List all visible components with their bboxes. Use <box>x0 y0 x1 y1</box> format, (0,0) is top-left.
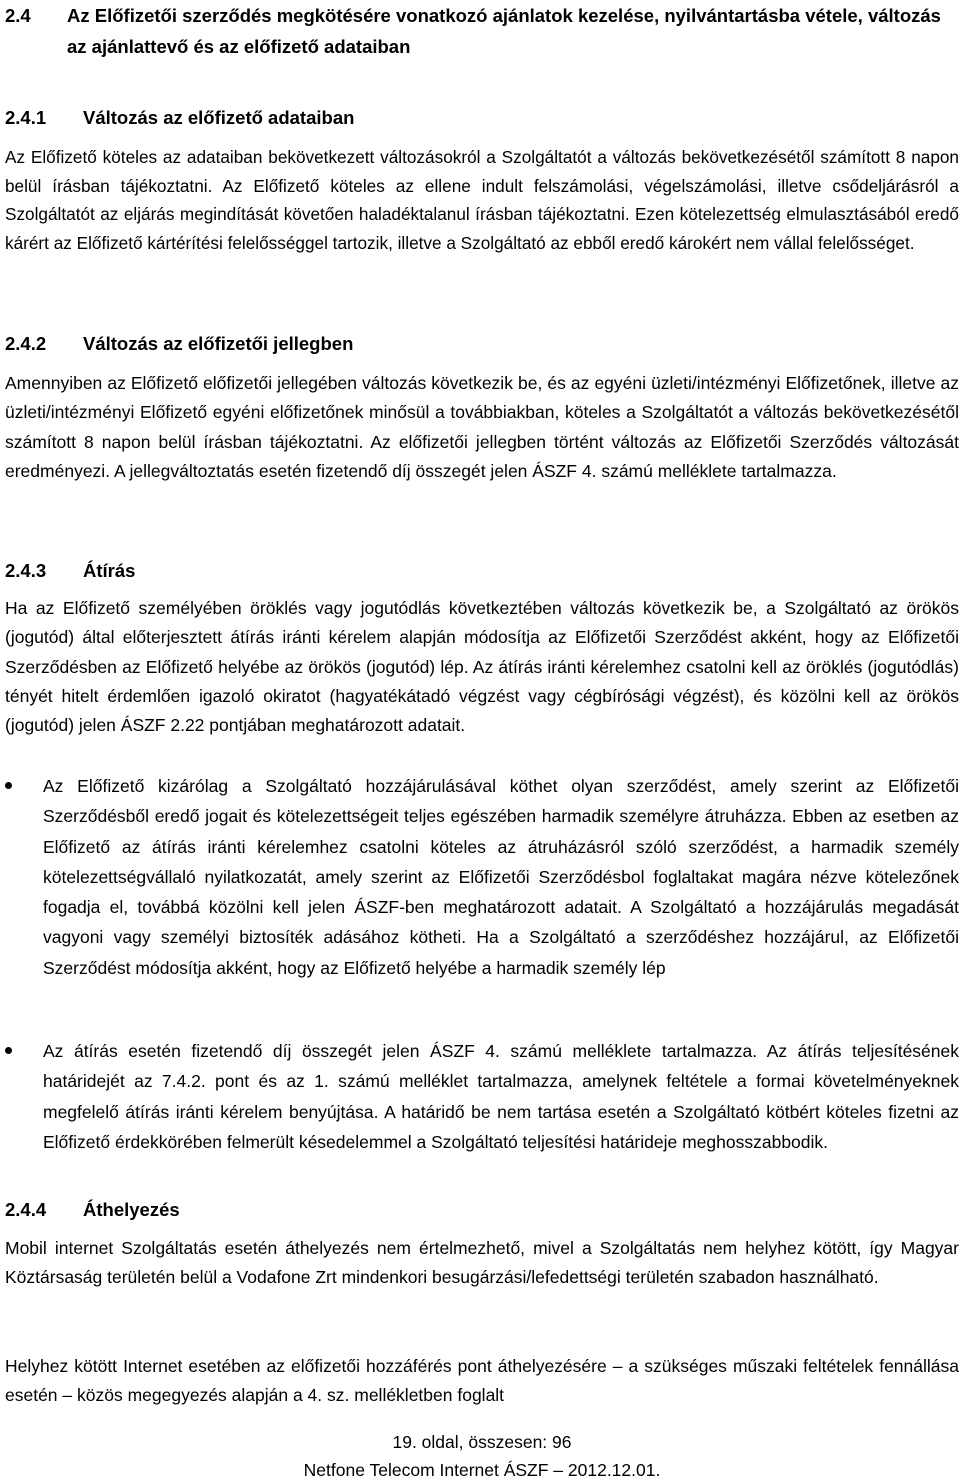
paragraph-2-4-3: Ha az Előfizető személyében öröklés vagy jogutódlás következtében változás következik be, a Szolgáltató az örökös (jogutód) által előterjesztett átírás iránti kérelem alapján módosítja az Előfizetői Szerződést akként, hogy az Előfizetői Szerződésben az Előfizető helyébe az örökös (jogutód) lép. Az átírás iránti kérelemhez csatolni kell az öröklés (jogutódlás) tényét hitelt érdemlően igazoló okiratot (hagyatékátadó végzést vagy cégbírósági végzést), és közölni kell az örökös (jogutód) jelen ÁSZF 2.22 pontjában meghatározott adatait. <box>5 598 959 736</box>
subsection-heading-2-4-3 <box>5 557 135 585</box>
paragraph-2-4-4-fixed: Helyhez kötött Internet esetében az előfizetői hozzáférés pont áthelyezésére – a szükséges műszaki feltételek fennállása esetén – közös megegyezés alapján a 4. sz. mellékletben foglalt <box>5 1356 959 1406</box>
subsection-number: 2.4.2 <box>5 333 47 354</box>
bullet-dot-icon <box>5 1047 12 1054</box>
bullet-item <box>5 771 959 983</box>
subsection-title: Változás az előfizető adataiban <box>83 107 355 128</box>
subsection-number: 2.4.4 <box>5 1199 47 1220</box>
section-number: 2.4 <box>5 5 31 26</box>
subsection-heading-2-4-1 <box>5 104 354 132</box>
subsection-title: Átírás <box>83 560 136 581</box>
subsection-heading-2-4-4 <box>5 1196 180 1224</box>
bullet-text: Az átírás esetén fizetendő díj összegét jelen ÁSZF 4. számú melléklete tartalmazza. Az átírás teljesítésének határidejét az 7.4.2. pont és az 1. számú melléklet tartalmazza, amelynek feltétele a formai követelményeknek megfelelő átírás iránti kérelem benyújtása. A határidő be nem tartása esetén a Szolgáltató kötbért köteles fizetni az Előfizető érdekkörében felmerült késedelemmel a Szolgáltató teljesítési határideje meghosszabbodik. <box>43 1041 959 1152</box>
paragraph-2-4-1: Az Előfizető köteles az adataiban bekövetkezett változásokról a Szolgáltatót a változás bekövetkezésétől számított 8 napon belül írásban tájékoztatni. Az Előfizető köteles az ellene indult felszámolási, végelszámolási, illetve csődeljárásról a Szolgáltatót az eljárás megindítását követően haladéktalanul írásban tájékoztatni. Ezen kötelezettség elmulasztásából eredő kárért az Előfizető kártérítési felelősséggel tartozik, illetve a Szolgáltató az ebből eredő károkért nem vállal felelősséget. <box>5 147 959 253</box>
bullet-item <box>5 1036 959 1157</box>
paragraph-2-4-4-mobile: Mobil internet Szolgáltatás esetén áthelyezés nem értelmezhető, mivel a Szolgáltatás nem helyhez kötött, így Magyar Köztársaság területén belül a Vodafone Zrt mindenkori besugárzási/lefedettségi területén szabadon használható. <box>5 1238 959 1288</box>
subsection-number: 2.4.1 <box>5 107 47 128</box>
footer-document-title: Netfone Telecom Internet ÁSZF – 2012.12.01. <box>303 1460 661 1480</box>
footer-page-number: 19. oldal, összesen: 96 <box>392 1432 572 1452</box>
bullet-dot-icon <box>5 782 12 789</box>
subsection-heading-2-4-2 <box>5 330 353 358</box>
bullet-text: Az Előfizető kizárólag a Szolgáltató hozzájárulásával köthet olyan szerződést, amely szerint az Előfizetői Szerződésből eredő jogait és kötelezettségeit teljes egészében harmadik személyre átruházza. Ebben az esetben az Előfizető az átírás iránti kérelemhez csatolni köteles az átruházásról szóló szerződést, a harmadik személy kötelezettségvállaló nyilatkozatát, amely szerint az Előfizetői Szerződésbol foglaltakat magára nézve kötelezőnek fogadja el, továbbá közölni kell jelen ÁSZF-ben meghatározott adatait. A Szolgáltató a hozzájárulás megadását vagyoni vagy személyi biztosíték adásához kötheti. Ha a Szolgáltató a szerződéshez hozzájárul, az Előfizetői Szerződést módosítja akként, hogy az Előfizető helyébe a harmadik személy lép <box>43 776 959 978</box>
subsection-number: 2.4.3 <box>5 560 47 581</box>
subsection-title: Változás az előfizetői jellegben <box>83 333 354 354</box>
paragraph-2-4-2: Amennyiben az Előfizető előfizetői jellegében változás következik be, és az egyéni üzleti/intézményi Előfizetőnek, illetve az üzleti/intézményi Előfizető egyéni előfizetőnek minősül a továbbiakban, köteles a Szolgáltatót a változás bekövetkezésétől számított 8 napon belül írásban tájékoztatni. Az előfizetői jellegben történt változás az Előfizetői Szerződés változását eredményezi. A jellegváltoztatás esetén fizetendő díj összegét jelen ÁSZF 4. számú melléklete tartalmazza. <box>5 373 959 481</box>
section-heading <box>5 0 959 62</box>
section-title: Az Előfizetői szerződés megkötésére vonatkozó ajánlatok kezelése, nyilvántartásba vétele, változás az ajánlattevő és az előfizető adataiban <box>67 5 941 57</box>
subsection-title: Áthelyezés <box>83 1199 180 1220</box>
